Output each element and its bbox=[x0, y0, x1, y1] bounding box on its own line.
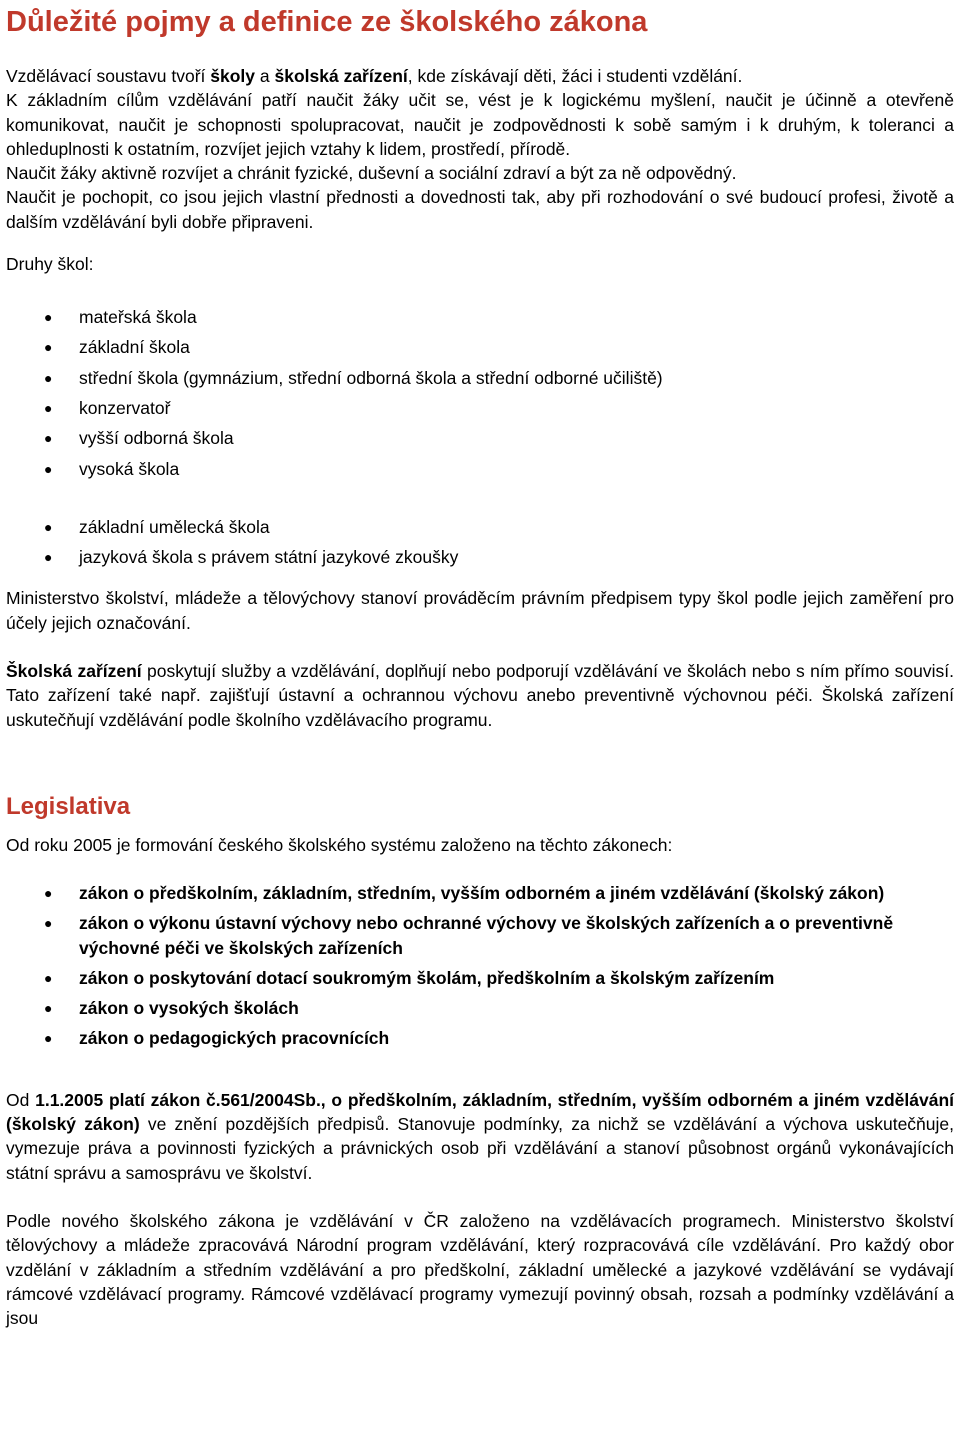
career-paragraph: Naučit je pochopit, co jsou jejich vlastní přednosti a dovednosti tak, aby při rozhodování o své budoucí profesi, životě a dalším vzdělávání byli dobře připraveni. bbox=[6, 187, 954, 232]
bullet-icon: ● bbox=[44, 915, 53, 932]
bullet-icon: ● bbox=[44, 969, 53, 986]
intro-text: Vzdělávací soustavu tvoří bbox=[6, 66, 211, 86]
list-item: ● konzervatoř bbox=[6, 393, 954, 423]
intro-bold-schools: školy bbox=[210, 66, 256, 86]
bullet-icon: ● bbox=[44, 460, 53, 477]
bullet-icon: ● bbox=[44, 339, 53, 356]
list-item: ● zákon o pedagogických pracovnících bbox=[6, 1026, 954, 1051]
health-paragraph: Naučit žáky aktivně rozvíjet a chránit fyzické, duševní a sociální zdraví a být za ně odpovědný. bbox=[6, 163, 737, 184]
intro-paragraph bbox=[6, 64, 954, 88]
list-item: ● zákon o výkonu ústavní výchovy nebo ochranné výchovy ve školských zařízeních a o preventivně výchovné péči ve školských zařízeních bbox=[44, 913, 894, 958]
bullet-icon: ● bbox=[44, 549, 53, 566]
page-title: Důležité pojmy a definice ze školského zákona bbox=[6, 6, 648, 38]
list-item: ● zákon o vysokých školách bbox=[6, 996, 954, 1021]
intro-text: , kde získávají děti, žáci i studenti vzdělání. bbox=[407, 66, 743, 86]
bullet-icon: ● bbox=[44, 518, 53, 535]
bullet-icon: ● bbox=[44, 369, 53, 386]
goals-paragraph: K základním cílům vzdělávání patří naučit žáky učit se, vést je k logickému myšlení, naučit je účinně a otevřeně komunikovat, naučit je schopnosti spolupracovat, naučit je zodpovědnosti k sobě samým i k druhým, k toleranci a ohleduplnosti k ostatním, rozvíjet jejich vztahy k lidem, prostředí, přírodě. bbox=[6, 90, 954, 159]
list-item: ● střední škola (gymnázium, střední odborná škola a střední odborné učiliště) bbox=[6, 363, 954, 393]
bullet-icon: ● bbox=[44, 885, 53, 902]
bullet-icon: ● bbox=[44, 999, 53, 1016]
school-types-heading: Druhy škol: bbox=[6, 254, 94, 275]
list-item: ● zákon o poskytování dotací soukromým školám, předškolním a školským zařízením bbox=[6, 966, 954, 991]
list-item: ● jazyková škola s právem státní jazykové zkoušky bbox=[6, 542, 954, 572]
list-item: ● mateřská škola bbox=[6, 302, 954, 332]
school-act-bold: 1.1.2005 platí zákon č.561/2004Sb., o předškolním, základním, středním, vyšším odborném a jiném vzdělávání (školský zákon) bbox=[6, 1089, 954, 1135]
facilities-paragraph bbox=[6, 659, 954, 732]
school-act-paragraph: Od 1.1.2005 platí zákon č.561/2004Sb., o předškolním, základním, středním, vyšším odborném a jiném vzdělávání (školský zákon) ve znění pozdějších předpisů. Stanovuje podmínky, za nichž se vzdělávání a výchova uskutečňuje, vymezuje práva a povinnosti fyzických a právnických osob při vzdělávání a stanoví působnost orgánů vykonávajících státní správu a samosprávu ve školství. bbox=[6, 1089, 955, 1183]
other-school-types-list bbox=[6, 512, 954, 573]
list-item: ● základní škola bbox=[6, 332, 954, 362]
intro-bold-facilities: školská zařízení bbox=[274, 66, 408, 86]
bullet-icon: ● bbox=[44, 1029, 53, 1046]
list-item: ● zákon o předškolním, základním, středním, vyšším odborném a jiném vzdělávání (školský zákon) bbox=[6, 881, 954, 906]
facilities-text: poskytují služby a vzdělávání, doplňují nebo podporují vzdělávání ve školách nebo s ním přímo souvisí. Tato zařízení také např. zajišťují ústavní a ochrannou výchovu anebo preventivně výchovnou péči. Školská zařízení uskutečňují vzdělávání podle školního vzdělávacího programu. bbox=[6, 661, 954, 730]
list-item: ● vyšší odborná škola bbox=[6, 423, 954, 453]
list-item: ● základní umělecká škola bbox=[6, 512, 954, 542]
bullet-icon: ● bbox=[44, 399, 53, 416]
school-types-list bbox=[6, 302, 954, 484]
ministry-paragraph: Ministerstvo školství, mládeže a tělovýchovy stanoví prováděcím právním předpisem typy škol podle jejich zaměření pro účely jejich označování. bbox=[6, 588, 954, 633]
bullet-icon: ● bbox=[44, 309, 53, 326]
list-item: ● vysoká škola bbox=[6, 454, 954, 484]
legislation-intro: Od roku 2005 je formování českého školského systému založeno na těchto zákonech: bbox=[6, 834, 673, 855]
facilities-bold: Školská zařízení bbox=[6, 661, 142, 682]
intro-text: a bbox=[255, 66, 275, 86]
laws-list bbox=[6, 881, 954, 1050]
legislation-heading: Legislativa bbox=[6, 792, 131, 820]
bullet-icon: ● bbox=[44, 430, 53, 447]
programs-paragraph: Podle nového školského zákona je vzdělávání v ČR založeno na vzdělávacích programech. Ministerstvo školství tělovýchovy a mládeže zpracovává Národní program vzdělávání, který rozpracovává cíle vzdělávání. Pro každý obor vzdělání v základním a středním vzdělávání a pro předškolní, základní umělecké a jazykové vzdělávání se vydávají rámcové vzdělávací programy. Rámcové vzdělávací programy vymezují povinný obsah, rozsah a podmínky vzdělávání a jsou bbox=[6, 1210, 954, 1329]
